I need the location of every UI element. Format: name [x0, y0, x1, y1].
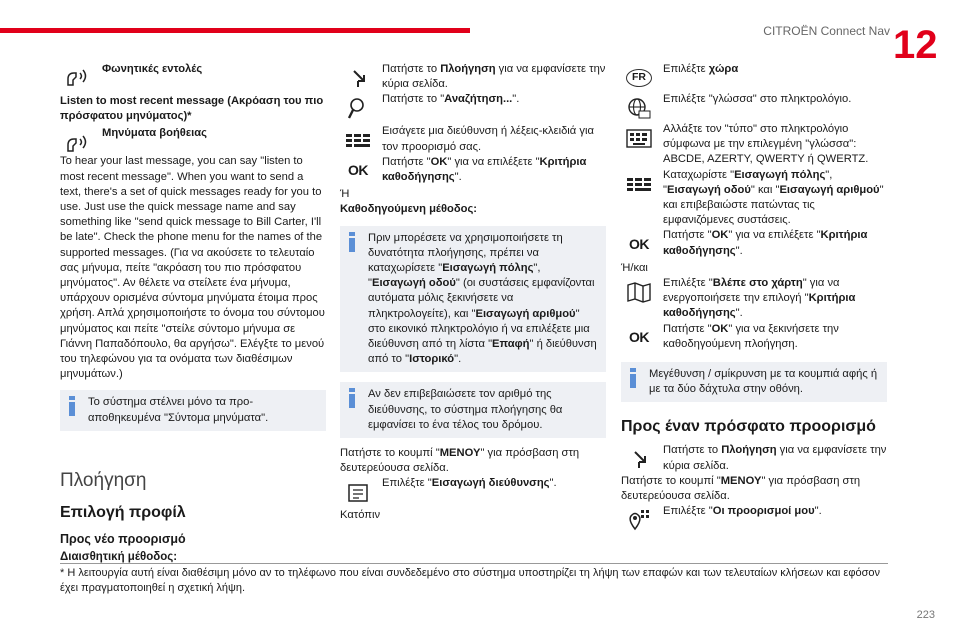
road-label: Εισαγωγή οδού [371, 277, 456, 290]
ok-end: ". [454, 171, 462, 184]
ok-mid: " για να επιλέξετε " [728, 229, 821, 242]
recent-pre: Επιλέξτε " [663, 505, 713, 518]
footnote: * Η λειτουργία αυτή είναι διαθέσιμη μόνο αν το τηλέφωνο που είναι συνδεδεμένο στο σύστημα υποστηρίζει τη λήψη των επαφών και των τελευταίων κλήσεων και εφόσον έχει πραγματοποιηθεί η σχετική λήψη. [60, 567, 880, 594]
keyboard-step [621, 122, 887, 168]
page-header: CITROËN Connect Nav [763, 24, 890, 38]
nav-label: Πλοήγηση [721, 444, 777, 457]
nav-step [621, 443, 887, 473]
fr-label: FR [626, 69, 652, 87]
menu-post: " για πρόσβαση στη δευτερεύουσα σελίδα. [340, 447, 580, 475]
ok-icon: OK [348, 162, 368, 179]
search-pre: Πατήστε το " [382, 93, 445, 106]
top-accent-bar [0, 28, 470, 33]
note-box [621, 362, 887, 402]
and-text: " και " [750, 183, 780, 196]
menu-step [340, 446, 606, 476]
column-1 [60, 62, 326, 565]
voice-commands-title: Φωνητικές εντολές [102, 63, 203, 75]
contact-label: Επαφή [492, 338, 530, 351]
note1-f: ". [454, 353, 462, 366]
menu-pre: Πατήστε το κουμπί " [340, 447, 440, 460]
chapter-number: 12 [893, 23, 938, 67]
note1-b: ", " [368, 262, 541, 290]
criteria-label: Κριτήρια καθοδήγησης [663, 229, 868, 257]
nav-label: Πλοήγηση [440, 63, 496, 75]
enter-address-button-label: Εισαγωγή διεύθυνσης [431, 477, 550, 490]
voice-command-icon [60, 63, 96, 93]
criteria-label: Κριτήρια καθοδήγησης [382, 155, 587, 184]
recent-destinations-icon [621, 505, 657, 535]
start-ok-label: OK [711, 322, 729, 335]
haptic-method-label: Διαισθητική μέθοδος: [60, 550, 178, 563]
or-and-text: Ή/και [621, 261, 648, 274]
listen-command: Listen to most recent message (Ακρόαση του πιο πρόσφατου μηνύματος)* [60, 95, 324, 123]
start-step [621, 322, 887, 352]
ok-label: OK [711, 229, 729, 242]
info-icon [630, 368, 636, 388]
note-box-2 [340, 382, 606, 438]
footnote-divider [60, 563, 888, 564]
menu-pre: Πατήστε το κουμπί " [621, 474, 721, 487]
map-criteria-label: Κριτήρια καθοδήγησης [663, 292, 856, 320]
map-label: Βλέπε στο χάρτη [712, 277, 803, 290]
then-text: Κατόπιν [340, 509, 381, 522]
start-post: " για να ξεκινήσετε την καθοδηγούμενη πλοήγηση. [663, 322, 839, 350]
note-text: Το σύστημα στέλνει μόνο τα προ-αποθηκευμένα "Σύντομα μηνύματα". [88, 396, 269, 424]
keyboard-icon [340, 125, 376, 155]
zoom-note-text: Μεγέθυνση / σμίκρυνση με τα κουμπιά αφής ή με τα δύο δάχτυλα στην οθόνη. [649, 368, 878, 396]
help-messages-title: Μηνύματα βοήθειας [102, 127, 207, 140]
info-icon [349, 388, 355, 408]
note1-a: Πριν μπορέσετε να χρησιμοποιήσετε τη δυνατότητα πλοήγησης, πρέπει να καταχωρίσετε " [368, 231, 563, 275]
keyboard-icon [621, 123, 657, 153]
country-label: χώρα [708, 63, 739, 75]
enter-address-button-step [340, 476, 606, 496]
reg-pre: Καταχωρίστε " [663, 168, 735, 181]
navigation-icon [621, 444, 657, 474]
info-icon [69, 396, 75, 416]
city-label: Εισαγωγή πόλης [734, 168, 826, 181]
country-step [621, 62, 887, 82]
voice-commands-row [60, 62, 326, 82]
menu-step [621, 474, 887, 504]
or-text: Ή [340, 188, 350, 201]
note-box [60, 390, 326, 430]
ok-icon: OK [629, 329, 649, 346]
show-page-text: για να εμφανίσετε την κύρια σελίδα. [382, 63, 606, 91]
guided-method-label: Καθοδηγούμενη μέθοδος: [340, 203, 478, 216]
sel-pre: Επιλέξτε " [382, 477, 432, 490]
ok-mid: " για να επιλέξετε " [447, 155, 540, 168]
map-icon [621, 277, 657, 307]
language-step [621, 92, 887, 112]
city-label: Εισαγωγή πόλης [442, 262, 534, 275]
sep: ", " [663, 168, 833, 196]
note-box-1 [340, 226, 606, 373]
address-entry-icon [340, 477, 376, 507]
search-step [340, 92, 606, 112]
menu-post: " για πρόσβαση στη δευτερεύουσα σελίδα. [621, 474, 861, 503]
column-3 [621, 62, 887, 524]
recent-post: ". [814, 505, 822, 518]
help-messages-row [60, 126, 326, 146]
select-text: Επιλέξτε [663, 63, 709, 75]
language-icon [621, 93, 657, 123]
new-destination-title: Προς νέο προορισμό [60, 531, 186, 546]
search-pin-icon [340, 93, 376, 123]
register-step [621, 168, 887, 229]
section-title: Πλοήγηση [60, 469, 147, 491]
nav-step [340, 62, 606, 92]
search-post: ". [512, 93, 520, 106]
help-text: To hear your last message, you can say "listen to most recent message". When you want to send a text, there's a set of quick messages ready for you to use. Just use the quick message name and say something like "send quick message to Bill Carter, I'll be late". Check the phone menu for the names of the supported messages. (Για να ακούσετε το τελευταίο σας μήνυμα, πείτε "ακρόαση του πιο πρόσφατου μηνύματος". Αν θέλετε να στείλετε ένα μήνυμα, υπάρχουν ορισμένα σύντομα μηνύματα έτοιμα προς χρήση. Απλά χρησιμοποιήστε το όνομα του σύντομου μηνύματος και πείτε "στείλε σύντομο μήνυμα σε Γιάννη Παπαδόπουλο, θα αργήσω". Ελέγξτε το μενού του τηλεφώνου για τα ονόματα των διαθέσιμων μηνυμάτων.) [60, 155, 325, 381]
ok-end: ". [735, 244, 743, 257]
menu-label: ΜΕΝΟΥ [720, 474, 762, 487]
ok-pre: Πατήστε " [382, 155, 431, 168]
note2-text: Αν δεν επιβεβαιώσετε τον αριθμό της διεύθυνσης, το σύστημα πλοήγησης θα εμφανίσει το ένα τέλος του δρόμου. [368, 388, 563, 431]
profile-title: Επιλογή προφίλ [60, 503, 186, 521]
ok-step [621, 228, 887, 258]
ok-label: OK [430, 155, 448, 168]
sel-post: ". [549, 477, 557, 490]
menu-label: ΜΕΝΟΥ [439, 447, 481, 460]
ok-step [340, 155, 606, 185]
number-label: Εισαγωγή αριθμού [475, 307, 576, 320]
recent-step [621, 504, 887, 524]
language-text: Επιλέξτε "γλώσσα" στο πληκτρολόγιο. [663, 93, 852, 105]
search-label: Αναζήτηση... [444, 93, 513, 106]
number-label: Εισαγωγή αριθμού [779, 183, 880, 196]
keyboard-grid-icon [621, 169, 657, 199]
recent-label: Οι προορισμοί μου [712, 505, 815, 518]
navigation-icon [340, 63, 376, 93]
page-number: 223 [916, 609, 935, 621]
press-text: Πατήστε το [663, 444, 722, 457]
ok-pre: Πατήστε " [663, 229, 712, 242]
enter-address-step [340, 124, 606, 154]
info-icon [349, 232, 355, 252]
reg-post: " και επιβεβαιώστε πατώντας τις εμφανιζόμενες συστάσεις. [663, 183, 884, 227]
country-icon [621, 63, 657, 93]
map-end: ". [735, 307, 743, 320]
help-voice-icon [60, 127, 96, 157]
recent-destination-title: Προς έναν πρόσφατο προορισμό [621, 418, 876, 436]
keyboard-text: Αλλάξτε τον "τύπο" στο πληκτρολόγιο σύμφωνα με την επιλεγμένη "γλώσσα": ABCDE, AZERTY, QWERTY ή QWERTZ. [663, 123, 869, 166]
note1-e: " ή διεύθυνση από το " [368, 338, 597, 366]
note1-d: " στο εικονικό πληκτρολόγιο ή να επιλέξετε μια διεύθυνση από τη λίστα " [368, 307, 590, 351]
column-2 [340, 62, 606, 524]
history-label: Ιστορικό [409, 353, 455, 366]
map-pre: Επιλέξτε " [663, 277, 713, 290]
map-step [621, 276, 887, 322]
press-text: Πατήστε το [382, 63, 441, 75]
map-mid: " για να ενεργοποιήσετε την επιλογή " [663, 277, 840, 305]
note1-c: " (οι συστάσεις εμφανίζονται αυτόματα μόλις ξεκινήσετε να πληκτρολογείτε), και " [368, 277, 595, 320]
start-pre: Πατήστε " [663, 322, 712, 335]
ok-icon: OK [629, 235, 649, 252]
enter-address-text: Εισάγετε μια διεύθυνση ή λέξεις-κλειδιά για τον προορισμό σας. [382, 125, 594, 153]
road-label: Εισαγωγή οδού [666, 183, 751, 196]
show-page-text: για να εμφανίσετε την κύρια σελίδα. [663, 444, 887, 472]
